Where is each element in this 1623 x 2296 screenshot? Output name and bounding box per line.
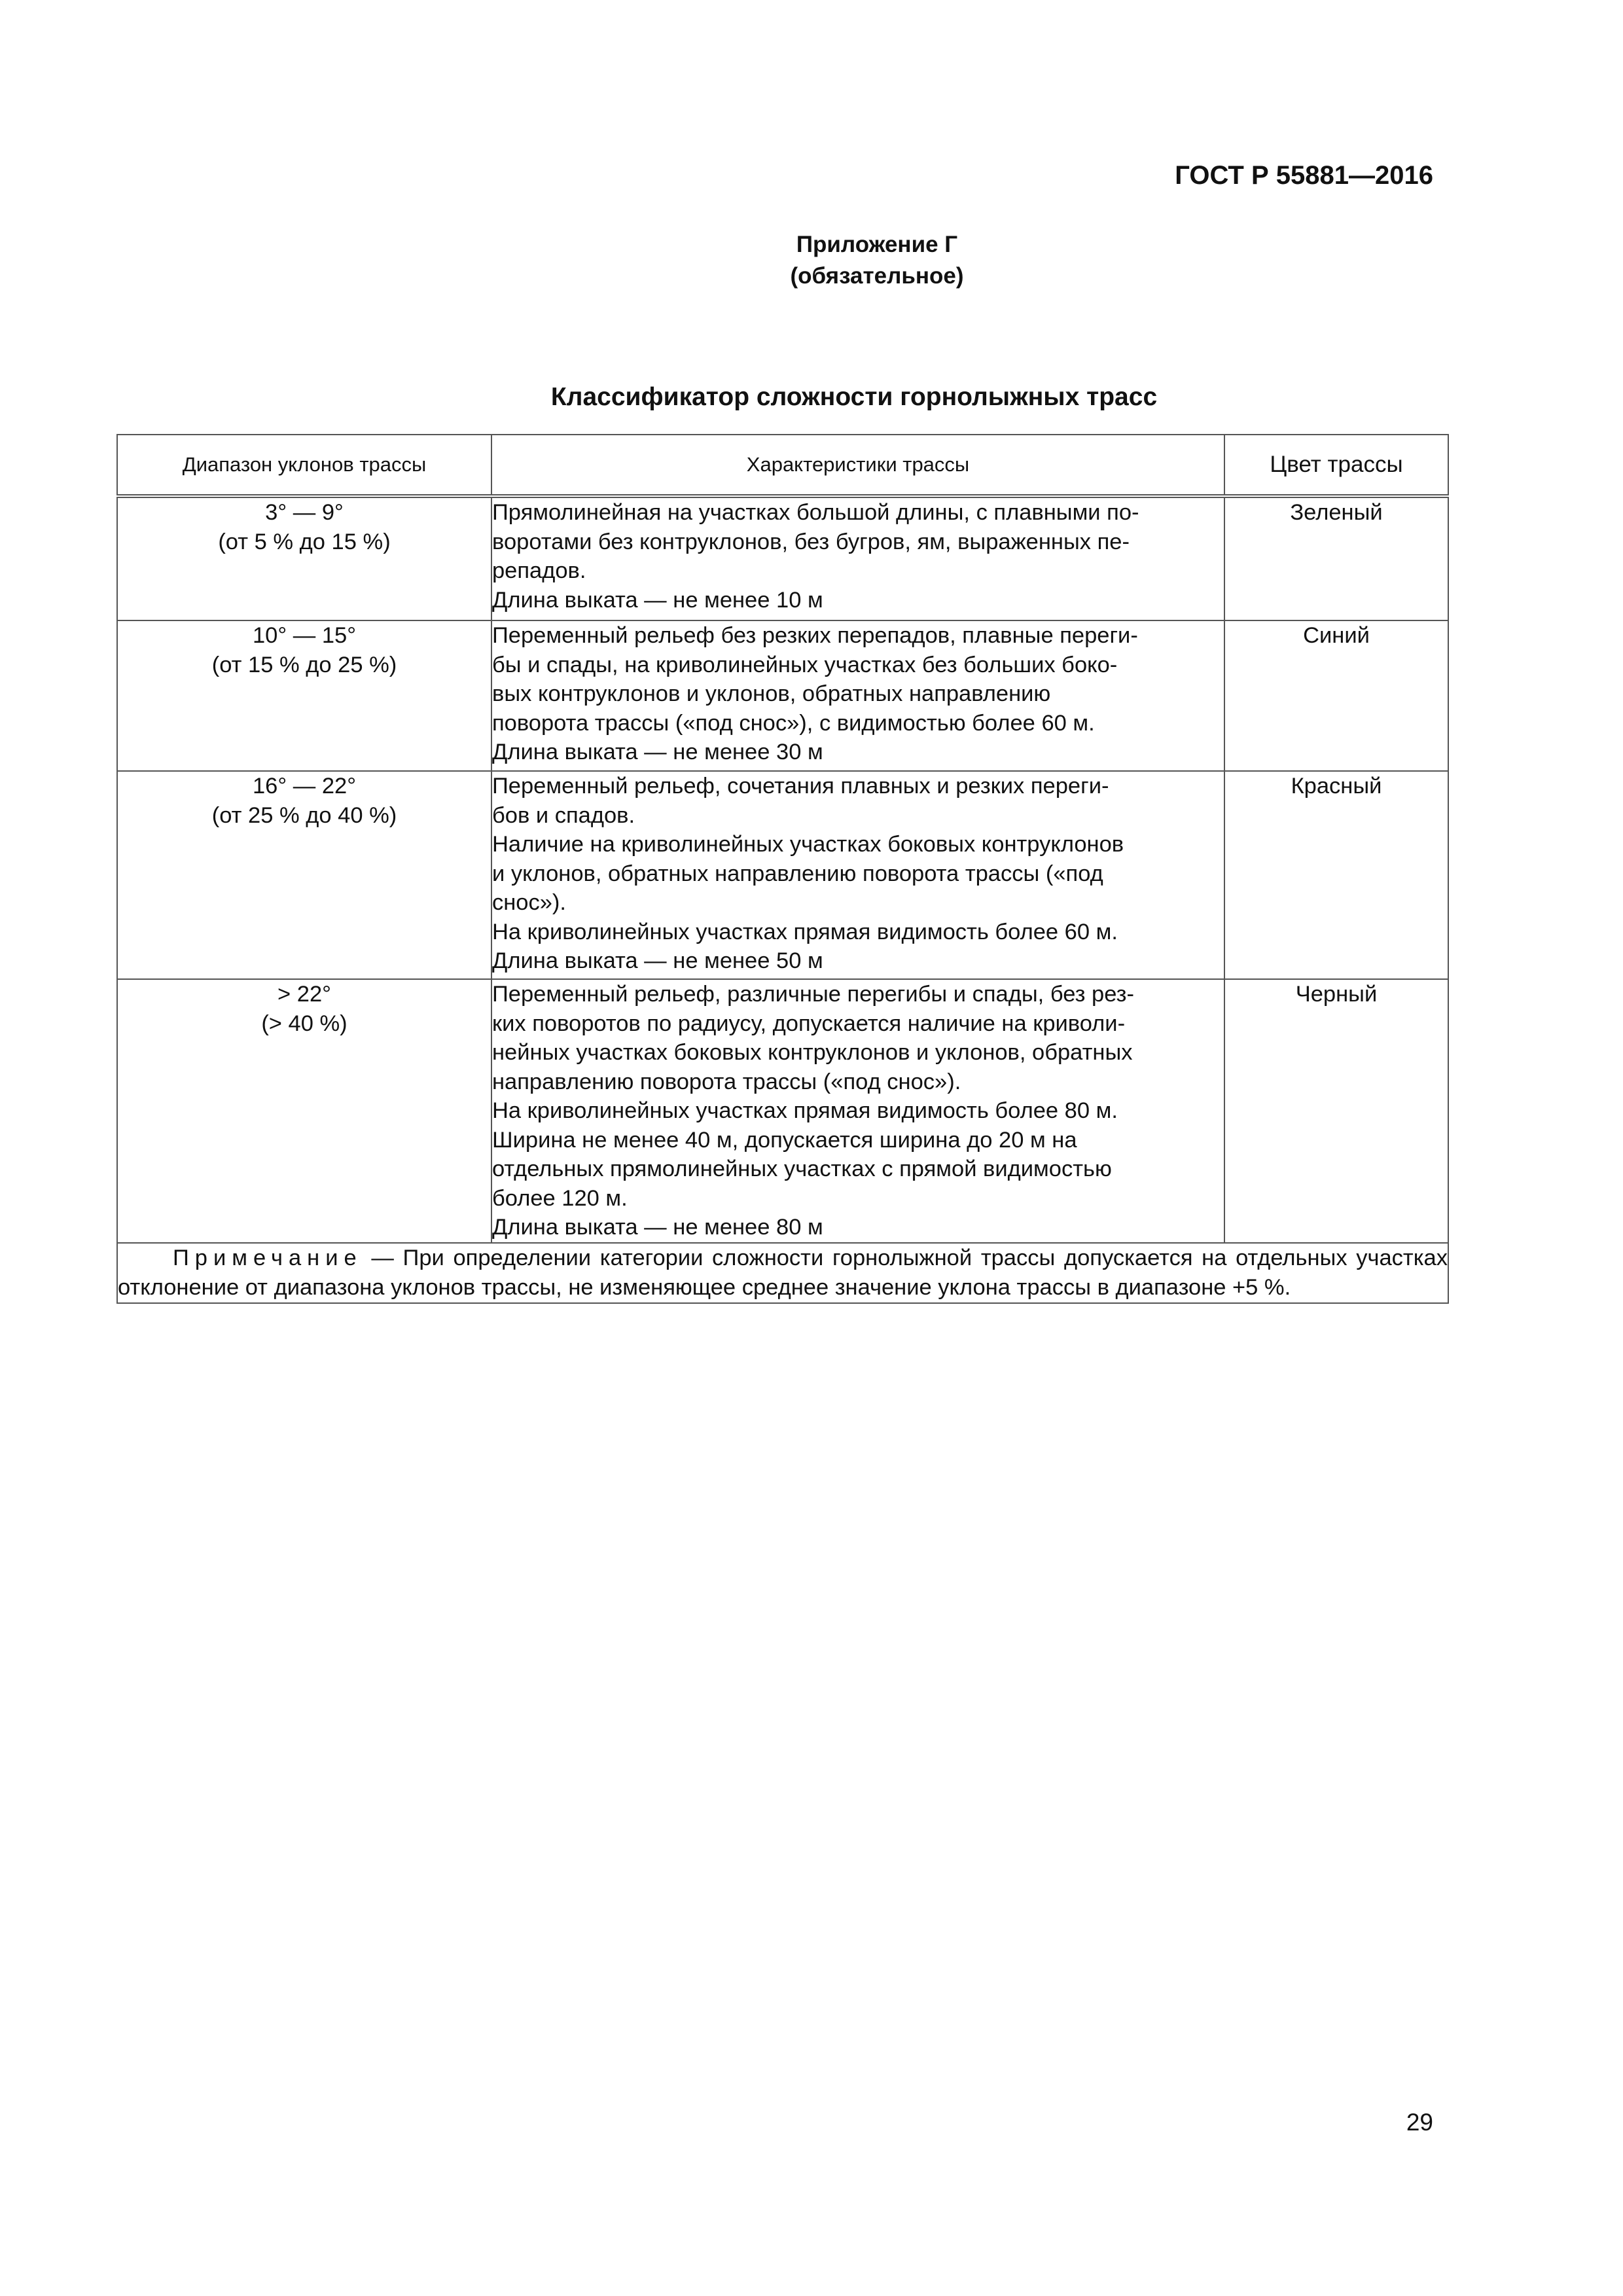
note-label: Примечание [173,1245,363,1270]
document-code: ГОСТ Р 55881—2016 [1175,161,1433,190]
slope-range-cell [117,979,491,1243]
table-title [0,383,1623,412]
characteristics-line: репадов. [492,558,586,583]
characteristics-line: бы и спады, на криволинейных участках без больших боко- [492,652,1118,677]
annex-heading [0,229,1623,292]
characteristics-line: и уклонов, обратных направлению поворота трассы («под [492,861,1103,886]
trail-color-cell: Красный [1224,771,1448,979]
characteristics-line: ких поворотов по радиусу, допускается наличие на криволи- [492,1011,1126,1036]
slope-range-cell [117,496,491,620]
characteristics-line: снос»). [492,890,567,915]
characteristics-line: Наличие на криволинейных участках боковых контруклонов [492,832,1124,857]
page-number: 29 [1406,2109,1433,2136]
characteristics-line: вых контруклонов и уклонов, обратных направлению [492,681,1051,706]
characteristics-line: бов и спадов. [492,802,635,828]
table-header-row [117,435,1448,496]
table-row [117,496,1448,620]
characteristics-line: Длина выката — не менее 80 м [492,1215,823,1240]
characteristics-cell [491,979,1224,1243]
slope-range-degrees: > 22° [277,982,331,1007]
slope-range-cell [117,771,491,979]
trail-color-cell: Синий [1224,620,1448,771]
characteristics-line: Прямолинейная на участках большой длины, с плавными по- [492,500,1139,525]
slope-range-percent: (от 25 % до 40 %) [211,802,397,828]
characteristics-line: Переменный рельеф, сочетания плавных и резких переги- [492,774,1109,798]
characteristics-line: Длина выката — не менее 50 м [492,948,823,973]
column-header-range: Диапазон уклонов трассы [117,435,491,496]
characteristics-cell [491,496,1224,620]
table-row [117,771,1448,979]
characteristics-line: Ширина не менее 40 м, допускается ширина до 20 м на [492,1127,1077,1153]
characteristics-line: поворота трассы («под снос»), с видимостью более 60 м. [492,710,1095,736]
annex-status: (обязательное) [790,263,964,289]
characteristics-line: отдельных прямолинейных участках с прямой видимостью [492,1157,1112,1181]
table-note-row [117,1243,1448,1303]
slope-range-degrees: 16° — 22° [252,774,356,798]
characteristics-line: На криволинейных участках прямая видимость более 80 м. [492,1098,1118,1123]
column-header-color: Цвет трассы [1224,435,1448,496]
characteristics-line: воротами без контруклонов, без бугров, ям, выраженных пе- [492,529,1130,554]
annex-title: Приложение Г [796,232,958,257]
slope-range-cell [117,620,491,771]
table-title-text: Классификатор сложности горнолыжных трасс [550,383,1158,411]
table-row [117,620,1448,771]
characteristics-line: более 120 м. [492,1185,628,1211]
slope-range-percent: (> 40 %) [261,1011,348,1036]
characteristics-line: нейных участках боковых контруклонов и уклонов, обратных [492,1040,1133,1065]
characteristics-line: Длина выката — не менее 10 м [492,587,823,613]
slope-range-degrees: 3° — 9° [265,500,344,525]
table-row [117,979,1448,1243]
characteristics-line: Переменный рельеф без резких перепадов, плавные переги- [492,623,1138,648]
table-note [117,1243,1448,1303]
characteristics-cell [491,771,1224,979]
trail-color-cell: Зеленый [1224,496,1448,620]
slope-range-percent: (от 15 % до 25 %) [211,652,397,677]
characteristics-line: Переменный рельеф, различные перегибы и спады, без рез- [492,982,1134,1007]
characteristics-line: Длина выката — не менее 30 м [492,740,823,764]
characteristics-line: На криволинейных участках прямая видимость более 60 м. [492,919,1118,944]
slope-range-degrees: 10° — 15° [252,623,356,648]
slope-range-percent: (от 5 % до 15 %) [218,529,391,554]
trail-color-cell: Черный [1224,979,1448,1243]
classifier-table [116,434,1449,1304]
note-text: — При определении категории сложности горнолыжной трассы допускается на отдельных участках отклонение от диапазона уклонов трассы, не изменяющее среднее значение уклона трассы в диапазоне +5 %. [118,1245,1448,1300]
column-header-characteristics: Характеристики трассы [491,435,1224,496]
characteristics-line: направлению поворота трассы («под снос»). [492,1069,961,1094]
characteristics-cell [491,620,1224,771]
